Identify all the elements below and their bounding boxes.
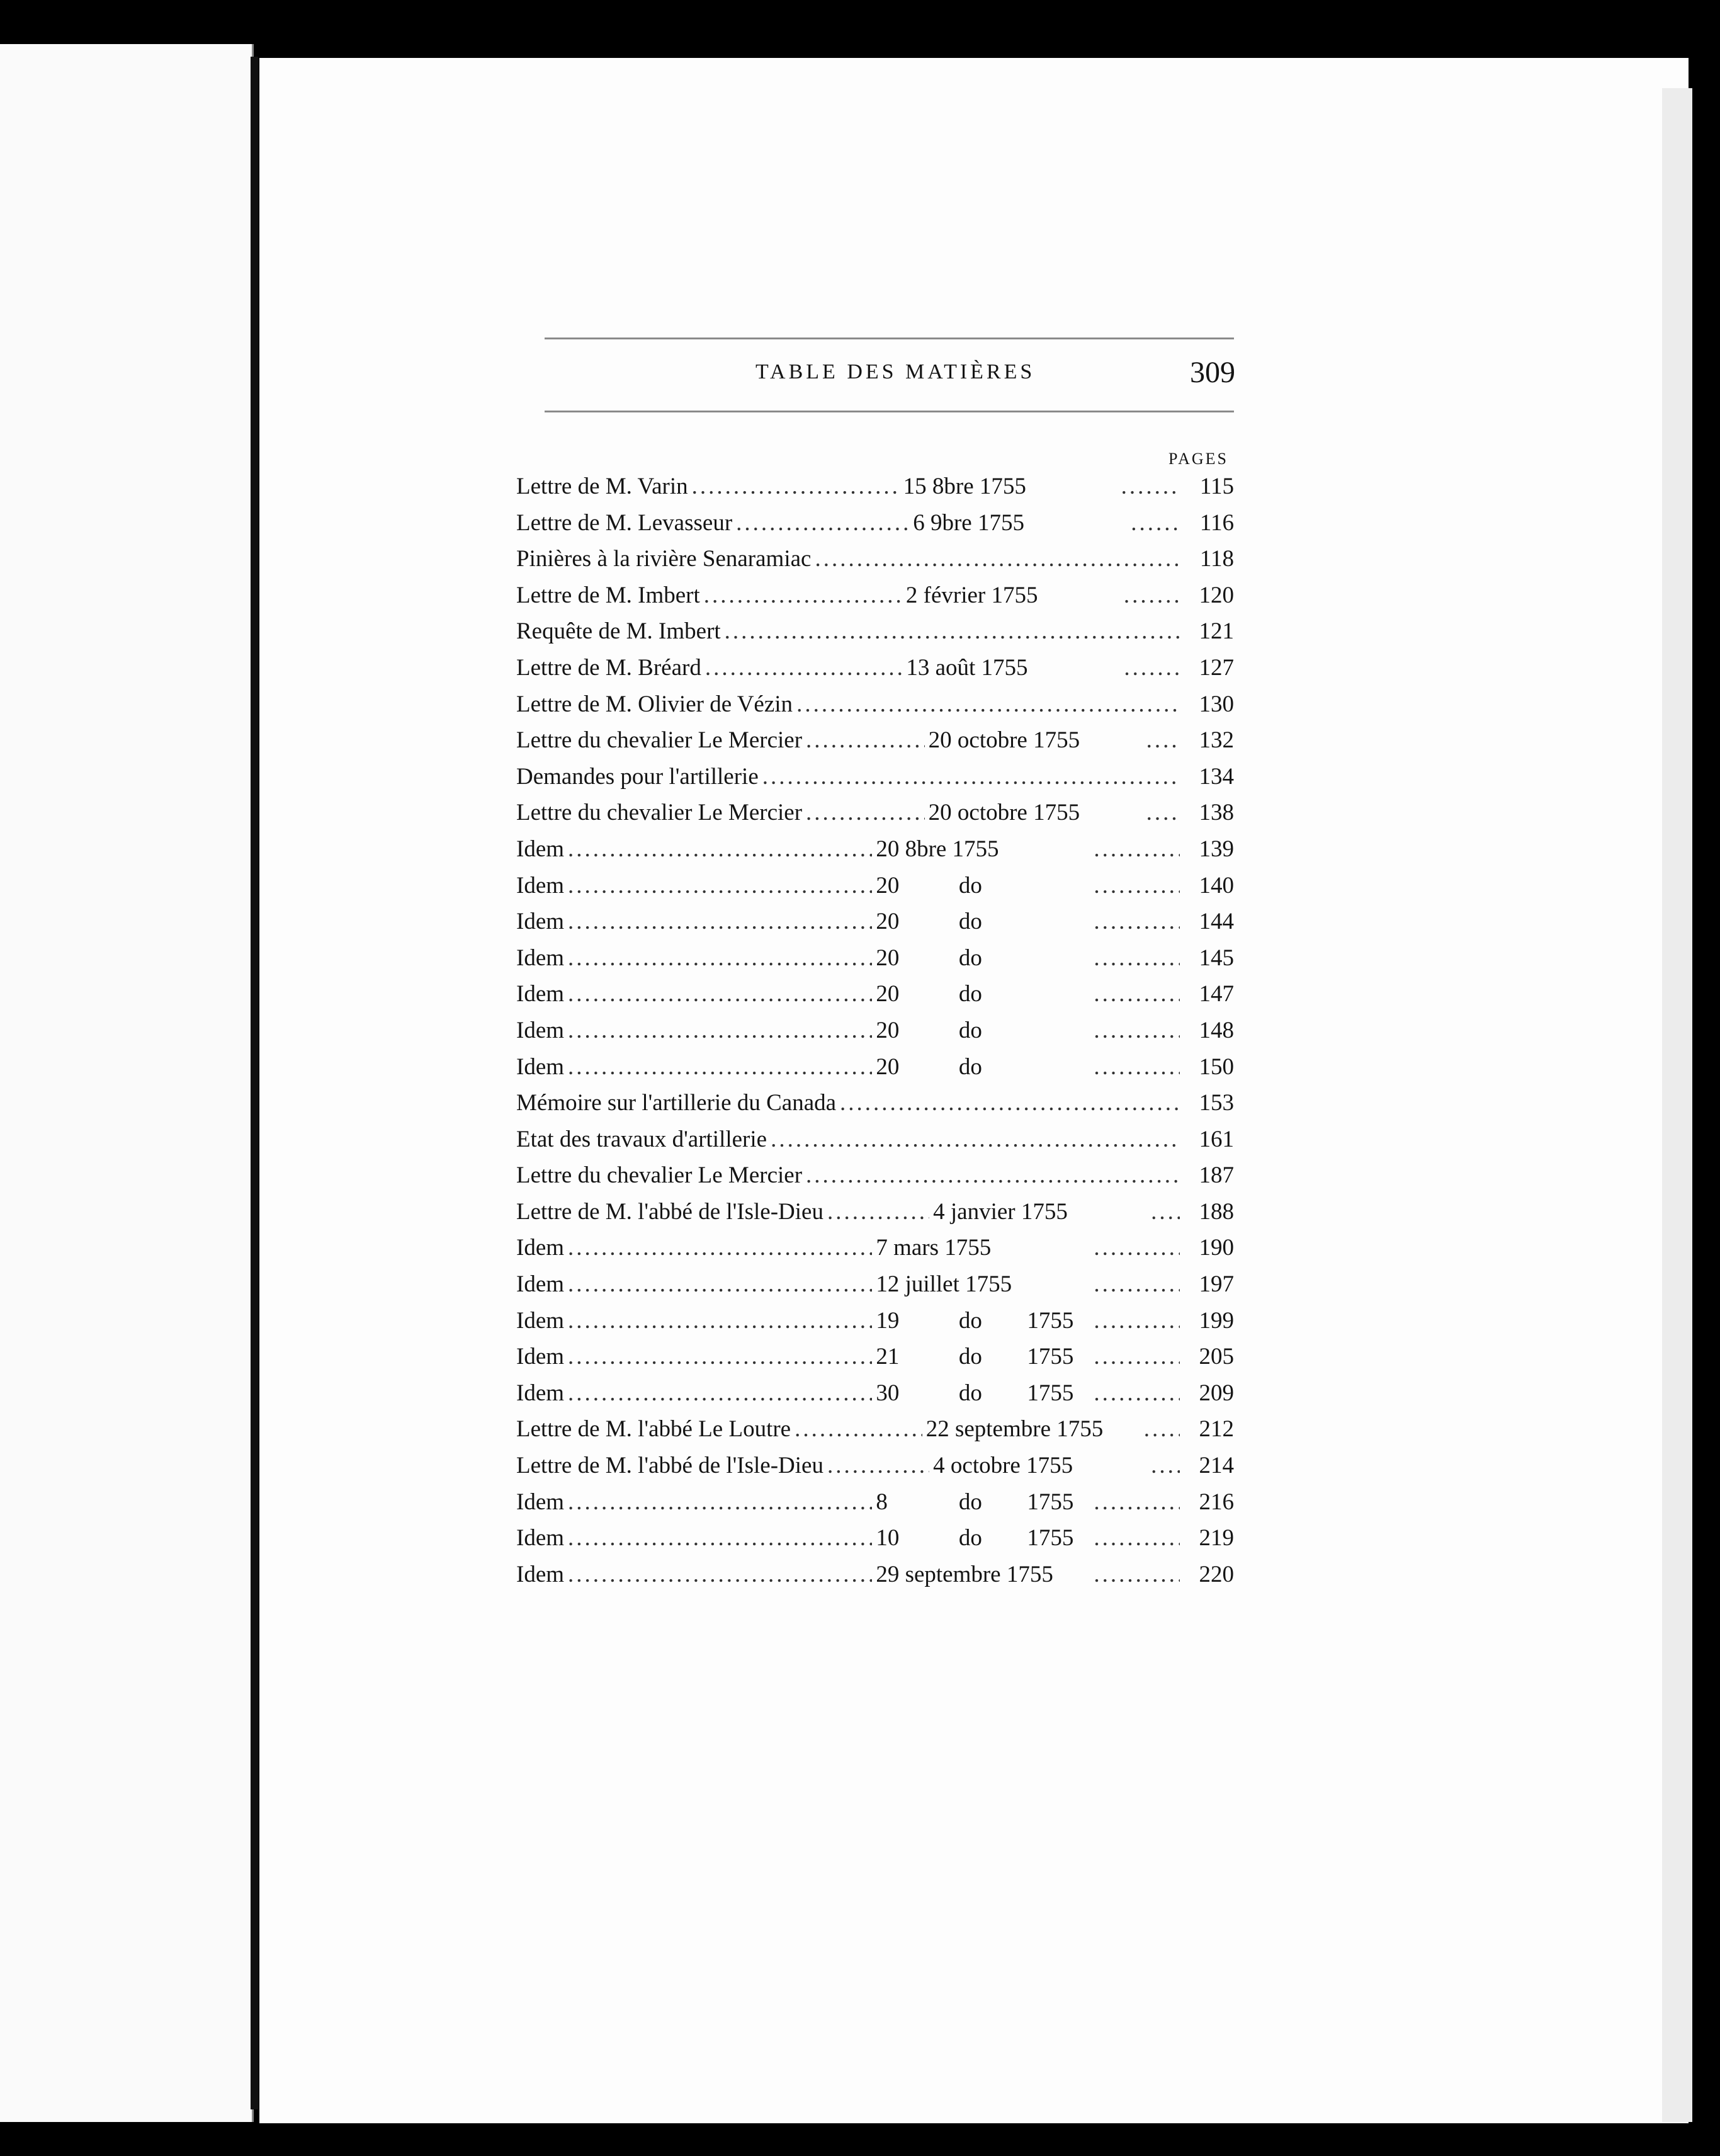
toc-entry bbox=[516, 795, 1234, 831]
toc-entry-page: 220 bbox=[1199, 1561, 1234, 1587]
toc-entry-date-part bbox=[1027, 976, 1090, 1013]
toc-entry-title: Idem bbox=[516, 1489, 565, 1515]
toc-entry-title: Idem bbox=[516, 1053, 565, 1080]
toc-entry-date bbox=[876, 1339, 1090, 1375]
toc-entry-page: 187 bbox=[1199, 1162, 1234, 1189]
toc-entry-title: Etat des travaux d'artillerie bbox=[516, 1126, 767, 1152]
toc-entry-page: 134 bbox=[1199, 763, 1234, 790]
leader-dots bbox=[568, 1266, 872, 1303]
toc-entry-title: Lettre du chevalier Le Mercier bbox=[516, 727, 803, 754]
leader-dots bbox=[1094, 1557, 1180, 1593]
leader-dots bbox=[795, 1411, 922, 1448]
leader-dots bbox=[568, 831, 872, 868]
toc-entry-page: 150 bbox=[1199, 1053, 1234, 1080]
toc-entry-date bbox=[876, 976, 1090, 1013]
leader-dots bbox=[1094, 1266, 1180, 1303]
leader-dots bbox=[827, 1448, 929, 1484]
toc-entry-date-part: do bbox=[958, 872, 982, 899]
toc-entry-page: 153 bbox=[1199, 1090, 1234, 1116]
toc-entry-date-part: 20 bbox=[876, 909, 900, 935]
running-header-title: TABLE DES MATIÈRES bbox=[755, 360, 1036, 383]
toc-entry-page: 120 bbox=[1199, 582, 1234, 608]
toc-entry bbox=[516, 468, 1234, 505]
toc-entry bbox=[516, 1230, 1234, 1266]
leader-dots bbox=[1094, 940, 1180, 977]
leader-dots bbox=[568, 1339, 872, 1375]
toc-entry-title: Idem bbox=[516, 1307, 565, 1334]
toc-entry-title: Idem bbox=[516, 1017, 565, 1043]
leader-dots bbox=[827, 1194, 929, 1230]
toc-entry-date-part: do bbox=[958, 1525, 982, 1552]
toc-entry-date bbox=[876, 1303, 1090, 1339]
leader-dots bbox=[568, 1049, 872, 1086]
toc-entry bbox=[516, 831, 1234, 868]
toc-entry-date-part: do bbox=[958, 1489, 982, 1515]
toc-entry-date-part: do bbox=[958, 1380, 982, 1406]
toc-entry-date-part: 8 bbox=[876, 1489, 888, 1515]
toc-entry-date-part: 20 8bre 1755 bbox=[876, 836, 999, 862]
toc-entry-date-part: 20 octobre 1755 bbox=[928, 800, 1080, 826]
toc-entry-date-part bbox=[1027, 904, 1090, 940]
toc-entry-title: Lettre de M. l'abbé Le Loutre bbox=[516, 1416, 791, 1443]
toc-entry bbox=[516, 650, 1234, 686]
toc-entry-date-part: 20 bbox=[876, 1017, 900, 1043]
toc-entry-date-part: do bbox=[958, 1017, 982, 1043]
toc-entry bbox=[516, 1266, 1234, 1303]
toc-entry bbox=[516, 541, 1234, 577]
toc-entry-title: Idem bbox=[516, 1271, 565, 1298]
toc-entry-page: 132 bbox=[1199, 727, 1234, 754]
toc-entry bbox=[516, 577, 1234, 614]
leader-dots bbox=[568, 976, 872, 1013]
toc-entry-date bbox=[933, 1194, 1147, 1230]
leader-dots bbox=[568, 868, 872, 904]
toc-entry-date-part: 6 9bre 1755 bbox=[913, 509, 1024, 536]
toc-entry-date bbox=[876, 1266, 1090, 1303]
toc-entry-date-part: 1755 bbox=[1027, 1344, 1074, 1370]
toc-entry-title: Lettre de M. l'abbé de l'Isle-Dieu bbox=[516, 1198, 823, 1225]
toc-entry-title: Lettre de M. Varin bbox=[516, 474, 688, 499]
leader-dots bbox=[568, 1303, 872, 1339]
toc-entry-date-part: 20 bbox=[876, 981, 900, 1007]
toc-entry-page: 116 bbox=[1199, 509, 1234, 536]
toc-entry-page: 127 bbox=[1199, 654, 1234, 681]
left-blank-page bbox=[0, 44, 254, 2122]
toc-entry-date bbox=[876, 1484, 1090, 1521]
toc-entry-page: 190 bbox=[1199, 1235, 1234, 1261]
toc-entry-date-part: do bbox=[958, 1053, 982, 1080]
toc-entry bbox=[516, 1013, 1234, 1049]
leader-dots bbox=[1094, 1339, 1180, 1375]
toc-entry-title: Idem bbox=[516, 1344, 565, 1370]
toc-entry bbox=[516, 686, 1234, 723]
leader-dots bbox=[568, 1520, 872, 1557]
toc-entry-title: Lettre de M. Bréard bbox=[516, 654, 701, 681]
toc-entry-date bbox=[876, 1520, 1090, 1557]
leader-dots bbox=[796, 686, 1180, 723]
toc-entry bbox=[516, 1085, 1234, 1121]
toc-entry-date-part: 29 septembre 1755 bbox=[876, 1561, 1053, 1587]
toc-entry-date-part: 22 septembre 1755 bbox=[925, 1416, 1104, 1443]
toc-entry-date-part: 20 bbox=[876, 945, 900, 971]
toc-entry-date-part: 20 bbox=[876, 872, 900, 899]
leader-dots bbox=[736, 505, 909, 542]
toc-entry-date-part: 1755 bbox=[1027, 1525, 1074, 1552]
leader-dots bbox=[1144, 1411, 1180, 1448]
toc-entry-date-part: 12 juillet 1755 bbox=[876, 1271, 1012, 1298]
toc-entry-page: 219 bbox=[1199, 1525, 1234, 1552]
toc-entry-page: 138 bbox=[1199, 800, 1234, 826]
toc-entry-date-part: do bbox=[958, 1307, 982, 1334]
leader-dots bbox=[762, 759, 1180, 795]
toc-entry-date-part bbox=[1027, 940, 1090, 977]
toc-entry-date-part: 1755 bbox=[1027, 1307, 1074, 1334]
toc-entry-date bbox=[913, 505, 1127, 542]
toc-entry-date-part: 30 bbox=[876, 1380, 900, 1406]
leader-dots bbox=[1094, 1303, 1180, 1339]
leader-dots bbox=[1094, 1049, 1180, 1086]
toc-entry-title: Idem bbox=[516, 981, 565, 1007]
toc-entry-date-part: 15 8bre 1755 bbox=[903, 474, 1026, 499]
toc-entry-page: 197 bbox=[1199, 1271, 1234, 1298]
toc-entry-title: Demandes pour l'artillerie bbox=[516, 763, 759, 790]
toc-entry-title: Lettre de M. l'abbé de l'Isle-Dieu bbox=[516, 1453, 823, 1479]
toc-entry-title: Idem bbox=[516, 836, 565, 862]
leader-dots bbox=[1094, 1520, 1180, 1557]
toc-entry-date-part: do bbox=[958, 945, 982, 971]
toc-entry-date-part: do bbox=[958, 1344, 982, 1370]
toc-entry bbox=[516, 976, 1234, 1013]
leader-dots bbox=[725, 613, 1180, 650]
toc-entry-title: Requête de M. Imbert bbox=[516, 618, 721, 645]
toc-entry-date-part bbox=[1027, 1013, 1090, 1049]
leader-dots bbox=[1094, 868, 1180, 904]
toc-entry-date bbox=[929, 795, 1143, 831]
toc-entry-title: Idem bbox=[516, 1380, 565, 1406]
toc-entry-date bbox=[876, 1049, 1090, 1086]
toc-entry-page: 209 bbox=[1199, 1380, 1234, 1406]
table-of-contents bbox=[516, 468, 1234, 1592]
leader-dots bbox=[806, 795, 925, 831]
toc-entry-date-part: 7 mars 1755 bbox=[876, 1235, 992, 1261]
toc-entry-date-part bbox=[1027, 868, 1090, 904]
toc-entry-date bbox=[906, 650, 1120, 686]
toc-entry-date-part: 2 février 1755 bbox=[905, 582, 1038, 608]
toc-entry-title: Idem bbox=[516, 909, 565, 935]
toc-entry-title: Idem bbox=[516, 1561, 565, 1587]
toc-entry bbox=[516, 868, 1234, 904]
leader-dots bbox=[1094, 904, 1180, 940]
toc-entry bbox=[516, 1520, 1234, 1557]
toc-entry-date bbox=[933, 1448, 1147, 1484]
toc-entry bbox=[516, 505, 1234, 542]
leader-dots bbox=[1094, 1230, 1180, 1266]
toc-entry-page: 118 bbox=[1199, 546, 1234, 572]
toc-entry-page: 161 bbox=[1199, 1126, 1234, 1152]
leader-dots bbox=[568, 904, 872, 940]
toc-entry-page: 214 bbox=[1199, 1453, 1234, 1479]
toc-entry-date-part: 19 bbox=[876, 1307, 900, 1334]
leader-dots bbox=[704, 577, 902, 614]
toc-entry-date bbox=[876, 868, 1090, 904]
toc-entry-page: 216 bbox=[1199, 1489, 1234, 1515]
toc-entry-page: 115 bbox=[1199, 474, 1234, 499]
leader-dots bbox=[1094, 831, 1180, 868]
toc-entry-date-part: 13 août 1755 bbox=[906, 654, 1028, 681]
page-number: 309 bbox=[1190, 356, 1235, 389]
toc-entry-page: 212 bbox=[1199, 1416, 1234, 1443]
leader-dots bbox=[815, 541, 1180, 577]
toc-entry bbox=[516, 1157, 1234, 1194]
toc-entry-date bbox=[903, 468, 1117, 505]
header-rule-bottom bbox=[545, 411, 1234, 412]
toc-entry-page: 199 bbox=[1199, 1307, 1234, 1334]
toc-entry-page: 144 bbox=[1199, 909, 1234, 935]
leader-dots bbox=[568, 1557, 872, 1593]
toc-entry bbox=[516, 1557, 1234, 1593]
leader-dots bbox=[1124, 577, 1180, 614]
toc-entry-date-part: 20 octobre 1755 bbox=[928, 727, 1080, 754]
toc-entry-page: 205 bbox=[1199, 1344, 1234, 1370]
pages-column-label: PAGES bbox=[1168, 450, 1228, 468]
toc-entry-date bbox=[906, 577, 1120, 614]
leader-dots bbox=[771, 1121, 1180, 1158]
leader-dots bbox=[568, 1013, 872, 1049]
leader-dots bbox=[806, 722, 925, 759]
leader-dots bbox=[1124, 650, 1180, 686]
toc-entry bbox=[516, 1339, 1234, 1375]
toc-entry-title: Lettre de M. Olivier de Vézin bbox=[516, 691, 793, 717]
leader-dots bbox=[1151, 1194, 1180, 1230]
leader-dots bbox=[1094, 1375, 1180, 1412]
leader-dots bbox=[705, 650, 903, 686]
toc-entry bbox=[516, 1049, 1234, 1086]
toc-entry bbox=[516, 904, 1234, 940]
toc-entry-page: 140 bbox=[1199, 872, 1234, 899]
toc-entry-page: 145 bbox=[1199, 945, 1234, 971]
leader-dots bbox=[1094, 976, 1180, 1013]
leader-dots bbox=[1151, 1448, 1180, 1484]
toc-entry-date-part: 21 bbox=[876, 1344, 900, 1370]
toc-entry-date bbox=[876, 1230, 1090, 1266]
toc-entry-date bbox=[876, 1013, 1090, 1049]
toc-entry-title: Lettre du chevalier Le Mercier bbox=[516, 1162, 803, 1189]
leader-dots bbox=[692, 468, 900, 505]
toc-entry-date-part bbox=[1027, 1049, 1090, 1086]
toc-entry bbox=[516, 1411, 1234, 1448]
toc-entry-date-part: 20 bbox=[876, 1053, 900, 1080]
toc-entry-page: 188 bbox=[1199, 1198, 1234, 1225]
toc-entry bbox=[516, 1194, 1234, 1230]
toc-entry bbox=[516, 1448, 1234, 1484]
toc-entry bbox=[516, 1303, 1234, 1339]
toc-entry-date-part: 1755 bbox=[1027, 1380, 1074, 1406]
leader-dots bbox=[840, 1085, 1180, 1121]
toc-entry-title: Idem bbox=[516, 945, 565, 971]
book-gutter bbox=[251, 57, 258, 2109]
toc-entry bbox=[516, 1375, 1234, 1412]
toc-entry-title: Lettre de M. Levasseur bbox=[516, 509, 733, 536]
toc-entry bbox=[516, 613, 1234, 650]
toc-entry-date bbox=[876, 940, 1090, 977]
toc-entry-date bbox=[929, 722, 1143, 759]
toc-entry bbox=[516, 940, 1234, 977]
toc-entry-title: Idem bbox=[516, 1525, 565, 1552]
toc-entry-title: Mémoire sur l'artillerie du Canada bbox=[516, 1090, 837, 1116]
toc-entry-title: Idem bbox=[516, 1235, 565, 1261]
toc-entry-date-part: 1755 bbox=[1027, 1489, 1074, 1515]
page-edge bbox=[1662, 88, 1692, 2122]
toc-entry-date-part: 10 bbox=[876, 1525, 900, 1552]
toc-entry-date bbox=[876, 904, 1090, 940]
toc-entry bbox=[516, 1121, 1234, 1158]
toc-entry-date-part: do bbox=[958, 981, 982, 1007]
leader-dots bbox=[806, 1157, 1180, 1194]
toc-entry-date bbox=[926, 1411, 1140, 1448]
toc-entry-title: Lettre de M. Imbert bbox=[516, 582, 700, 608]
toc-entry-page: 121 bbox=[1199, 618, 1234, 645]
leader-dots bbox=[1121, 468, 1180, 505]
toc-entry-page: 139 bbox=[1199, 836, 1234, 862]
toc-entry-title: Idem bbox=[516, 872, 565, 899]
toc-entry-page: 148 bbox=[1199, 1017, 1234, 1043]
header-rule-top bbox=[545, 338, 1234, 339]
leader-dots bbox=[1094, 1484, 1180, 1521]
toc-entry-date-part: 4 janvier 1755 bbox=[933, 1198, 1068, 1225]
toc-entry bbox=[516, 1484, 1234, 1521]
leader-dots bbox=[568, 1230, 872, 1266]
toc-entry-date bbox=[876, 1557, 1090, 1593]
toc-entry-date-part: 4 octobre 1755 bbox=[933, 1453, 1073, 1479]
leader-dots bbox=[1146, 795, 1180, 831]
leader-dots bbox=[568, 1375, 872, 1412]
leader-dots bbox=[1146, 722, 1180, 759]
leader-dots bbox=[568, 1484, 872, 1521]
toc-entry-title: Pinières à la rivière Senaramiac bbox=[516, 546, 812, 572]
toc-entry bbox=[516, 759, 1234, 795]
toc-entry-page: 130 bbox=[1199, 691, 1234, 717]
leader-dots bbox=[1094, 1013, 1180, 1049]
leader-dots bbox=[568, 940, 872, 977]
toc-entry-date bbox=[876, 1375, 1090, 1412]
toc-entry-date bbox=[876, 831, 1090, 868]
toc-entry-title: Lettre du chevalier Le Mercier bbox=[516, 800, 803, 826]
toc-entry-date-part: do bbox=[958, 909, 982, 935]
toc-entry bbox=[516, 722, 1234, 759]
leader-dots bbox=[1131, 505, 1180, 542]
toc-entry-page: 147 bbox=[1199, 981, 1234, 1007]
